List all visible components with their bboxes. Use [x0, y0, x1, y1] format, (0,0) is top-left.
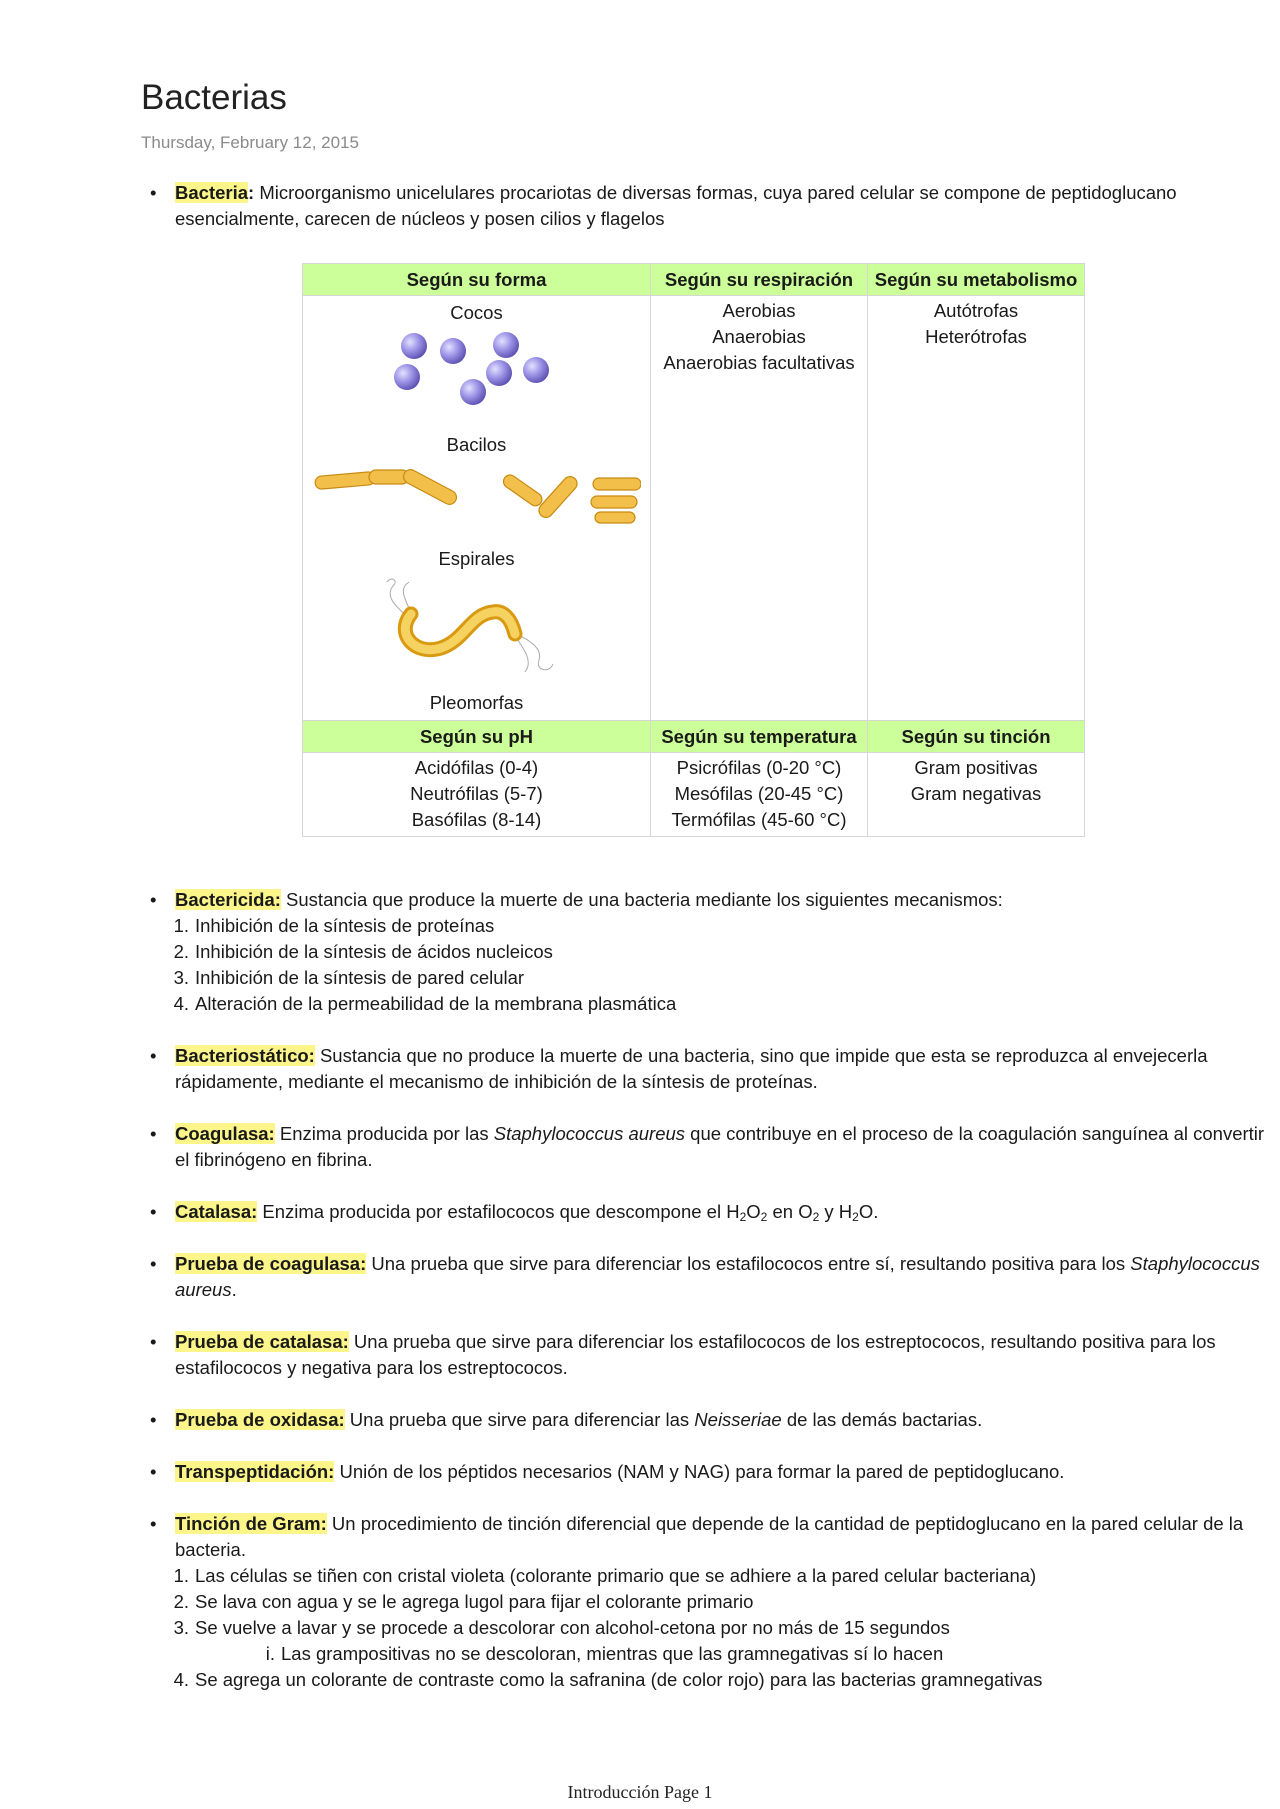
ph-item: Neutrófilas (5-7): [410, 783, 543, 804]
definition-text: de las demás bactarias.: [781, 1409, 983, 1430]
definitions-list: [141, 887, 1271, 1693]
term-prueba-catalasa: Prueba de catalasa:: [175, 1331, 349, 1352]
shape-label-espirales: Espirales: [438, 548, 515, 569]
definition-prueba-coagulasa: [141, 1251, 1271, 1303]
tincion-item: Gram negativas: [910, 783, 1042, 804]
step-text: Las grampositivas no se descoloran, mientras que las gramnegativas sí lo hacen: [281, 1643, 944, 1664]
definition-text: O: [746, 1201, 761, 1222]
list-item: 3. Se vuelve a lavar y se procede a descolorar con alcohol-cetona por no más de 15 segundos: [173, 1617, 950, 1638]
bacilos-image: [311, 462, 641, 528]
term-prueba-oxidasa: Prueba de oxidasa:: [175, 1409, 345, 1430]
term-tincion-gram: Tinción de Gram:: [175, 1513, 327, 1534]
list-item: 1. Las células se tiñen con cristal violeta (colorante primario que se adhiere a la pared celular bacteriana): [173, 1565, 1037, 1586]
respiracion-item: Anaerobias facultativas: [663, 352, 855, 373]
definition-text: .: [231, 1279, 237, 1300]
metabolismo-item: Autótrofas: [933, 300, 1019, 321]
definition-text: y H: [819, 1201, 853, 1222]
term-transpeptidacion: Transpeptidación:: [175, 1461, 335, 1482]
gram-steps: [141, 1563, 1271, 1693]
definition-text: Una prueba que sirve para diferenciar los estafilococos entre sí, resultando positiva para los: [366, 1253, 1131, 1274]
list-item: 3. Inhibición de la síntesis de pared celular: [173, 967, 525, 988]
bullet-dot: •: [150, 1201, 157, 1222]
definition-coagulasa: [141, 1121, 1271, 1173]
definition-text: Una prueba que sirve para diferenciar los estafilococos de los estreptococos, resultando positiva para los estafilococos y negativa para los estreptococos.: [175, 1331, 1216, 1378]
metabolismo-item: Heterótrofas: [925, 326, 1027, 347]
header-tincion: Según su tinción: [868, 721, 1085, 753]
shape-label-bacilos: Bacilos: [446, 434, 507, 455]
definition-text: Unión de los péptidos necesarios (NAM y NAG) para formar la pared de peptidoglucano.: [334, 1461, 1065, 1482]
ph-cell: [303, 753, 651, 837]
subscript: 2: [852, 1210, 859, 1224]
term-bacteriostatico: Bacteriostático:: [175, 1045, 315, 1066]
cocos-image: [393, 330, 553, 410]
ph-item: Acidófilas (0-4): [414, 757, 539, 778]
list-item: 4. Alteración de la permeabilidad de la membrana plasmática: [173, 993, 677, 1014]
step-text: Alteración de la permeabilidad de la membrana plasmática: [195, 993, 677, 1014]
subscript: 2: [812, 1210, 820, 1224]
definition-text: Una prueba que sirve para diferenciar las: [344, 1409, 695, 1430]
subitem-marker: i.: [265, 1643, 275, 1664]
step-text: Las células se tiñen con cristal violeta (colorante primario que se adhiere a la pared celular bacteriana): [195, 1565, 1037, 1586]
step-text: Inhibición de la síntesis de ácidos nucleicos: [195, 941, 553, 962]
espirales-image: [385, 578, 565, 678]
step-text: Se lava con agua y se le agrega lugol para fijar el colorante primario: [195, 1591, 754, 1612]
bullet-dot: •: [150, 1253, 157, 1274]
list-item: 2. Se lava con agua y se le agrega lugol para fijar el colorante primario: [173, 1591, 754, 1612]
definition-text: Sustancia que no produce la muerte de una bacteria, sino que impide que esta se reproduzca al envejecerla rápidamente, mediante el mecanismo de inhibición de la síntesis de proteínas.: [175, 1045, 1208, 1092]
page-date: Thursday, February 12, 2015: [141, 133, 359, 152]
bullet-dot: •: [150, 889, 157, 910]
term-bactericida: Bactericida:: [175, 889, 281, 910]
shapes-cell: [303, 296, 651, 721]
definition-tincion-gram: [141, 1511, 1271, 1563]
shape-label-pleomorfas: Pleomorfas: [429, 692, 524, 713]
shape-label-cocos: Cocos: [450, 302, 503, 323]
header-forma: Según su forma: [303, 264, 651, 296]
definition-prueba-oxidasa: [141, 1407, 1271, 1433]
step-text: Inhibición de la síntesis de proteínas: [195, 915, 495, 936]
term-coagulasa: Coagulasa:: [175, 1123, 275, 1144]
respiracion-item: Aerobias: [722, 300, 796, 321]
header-ph: Según su pH: [303, 721, 651, 753]
step-text: Se agrega un colorante de contraste como la safranina (de color rojo) para las bacterias gramnegativas: [195, 1669, 1043, 1690]
respiracion-item: Anaerobias: [712, 326, 806, 347]
definition-catalasa: [141, 1199, 1271, 1225]
intro-bullets: [141, 180, 1271, 232]
bullet-dot: •: [150, 1331, 157, 1352]
list-item: 2. Inhibición de la síntesis de ácidos nucleicos: [173, 941, 553, 962]
temperatura-item: Mesófilas (20-45 °C): [674, 783, 844, 804]
tincion-item: Gram positivas: [914, 757, 1038, 778]
bullet-dot: •: [150, 182, 157, 203]
step-text: Se vuelve a lavar y se procede a descolorar con alcohol-cetona por no más de 15 segundos: [195, 1617, 950, 1638]
definition-transpeptidacion: [141, 1459, 1271, 1485]
page-footer: Introducción Page 1: [567, 1782, 713, 1802]
subscript: 2: [739, 1210, 747, 1224]
bullet-dot: •: [150, 1045, 157, 1066]
definition-text: Un procedimiento de tinción diferencial que depende de la cantidad de peptidoglucano en la pared celular de la bacteria.: [175, 1513, 1244, 1560]
definition-text: Enzima producida por las: [274, 1123, 494, 1144]
header-temperatura: Según su temperatura: [651, 721, 868, 753]
bactericida-steps: [141, 913, 1271, 1017]
temperatura-cell: [651, 753, 868, 837]
tincion-cell: [868, 753, 1085, 837]
bullet-dot: •: [150, 1409, 157, 1430]
definition-text: Microorganismo unicelulares procariotas de diversas formas, cuya pared celular se compone de peptidoglucano esencialmente, carecen de núcleos y posen cilios y flagelos: [175, 182, 1177, 229]
respiracion-cell: [651, 296, 868, 721]
definition-text: O.: [858, 1201, 879, 1222]
temperatura-item: Termófilas (45-60 °C): [671, 809, 847, 830]
classification-table: [302, 263, 1085, 837]
header-metabolismo: Según su metabolismo: [868, 264, 1085, 296]
species-name: Neisseriae: [694, 1409, 782, 1430]
definition-text: en O: [767, 1201, 813, 1222]
bullet-dot: •: [150, 1461, 157, 1482]
list-subitem: [141, 1641, 1271, 1667]
subscript: 2: [760, 1210, 768, 1224]
metabolismo-cell: [868, 296, 1085, 721]
term-bacteria: Bacteria: [175, 182, 249, 203]
definition-text: Enzima producida por estafilococos que descompone el H: [257, 1201, 740, 1222]
bullet-dot: •: [150, 1513, 157, 1534]
list-item: 1. Inhibición de la síntesis de proteínas: [173, 915, 495, 936]
page-title: Bacterias: [141, 78, 287, 117]
definition-text: que contribuye en el proceso de la coagulación sanguínea al convertir el fibrinógeno en fibrina.: [175, 1123, 1265, 1170]
temperatura-item: Psicrófilas (0-20 °C): [676, 757, 842, 778]
step-text: Inhibición de la síntesis de pared celular: [195, 967, 525, 988]
term-prueba-coagulasa: Prueba de coagulasa:: [175, 1253, 367, 1274]
ph-item: Basófilas (8-14): [411, 809, 542, 830]
species-name: Staphylococcus aureus: [175, 1253, 1260, 1300]
definition-bactericida: [141, 887, 1271, 913]
definition-bacteria: • Bacteria: Microorganismo unicelulares procariotas de diversas formas, cuya pared celular se compone de peptidoglucano esencialmente, carecen de núcleos y posen cilios y flagelos: [150, 182, 1177, 229]
term-catalasa: Catalasa:: [175, 1201, 258, 1222]
list-item: 4. Se agrega un colorante de contraste como la safranina (de color rojo) para las bacterias gramnegativas: [173, 1669, 1043, 1690]
species-name: Staphylococcus aureus: [493, 1123, 686, 1144]
definition-text: Sustancia que produce la muerte de una bacteria mediante los siguientes mecanismos:: [280, 889, 1003, 910]
definition-prueba-catalasa: [141, 1329, 1271, 1381]
header-respiracion: Según su respiración: [651, 264, 868, 296]
bullet-dot: •: [150, 1123, 157, 1144]
definition-bacteriostatico: [141, 1043, 1271, 1095]
